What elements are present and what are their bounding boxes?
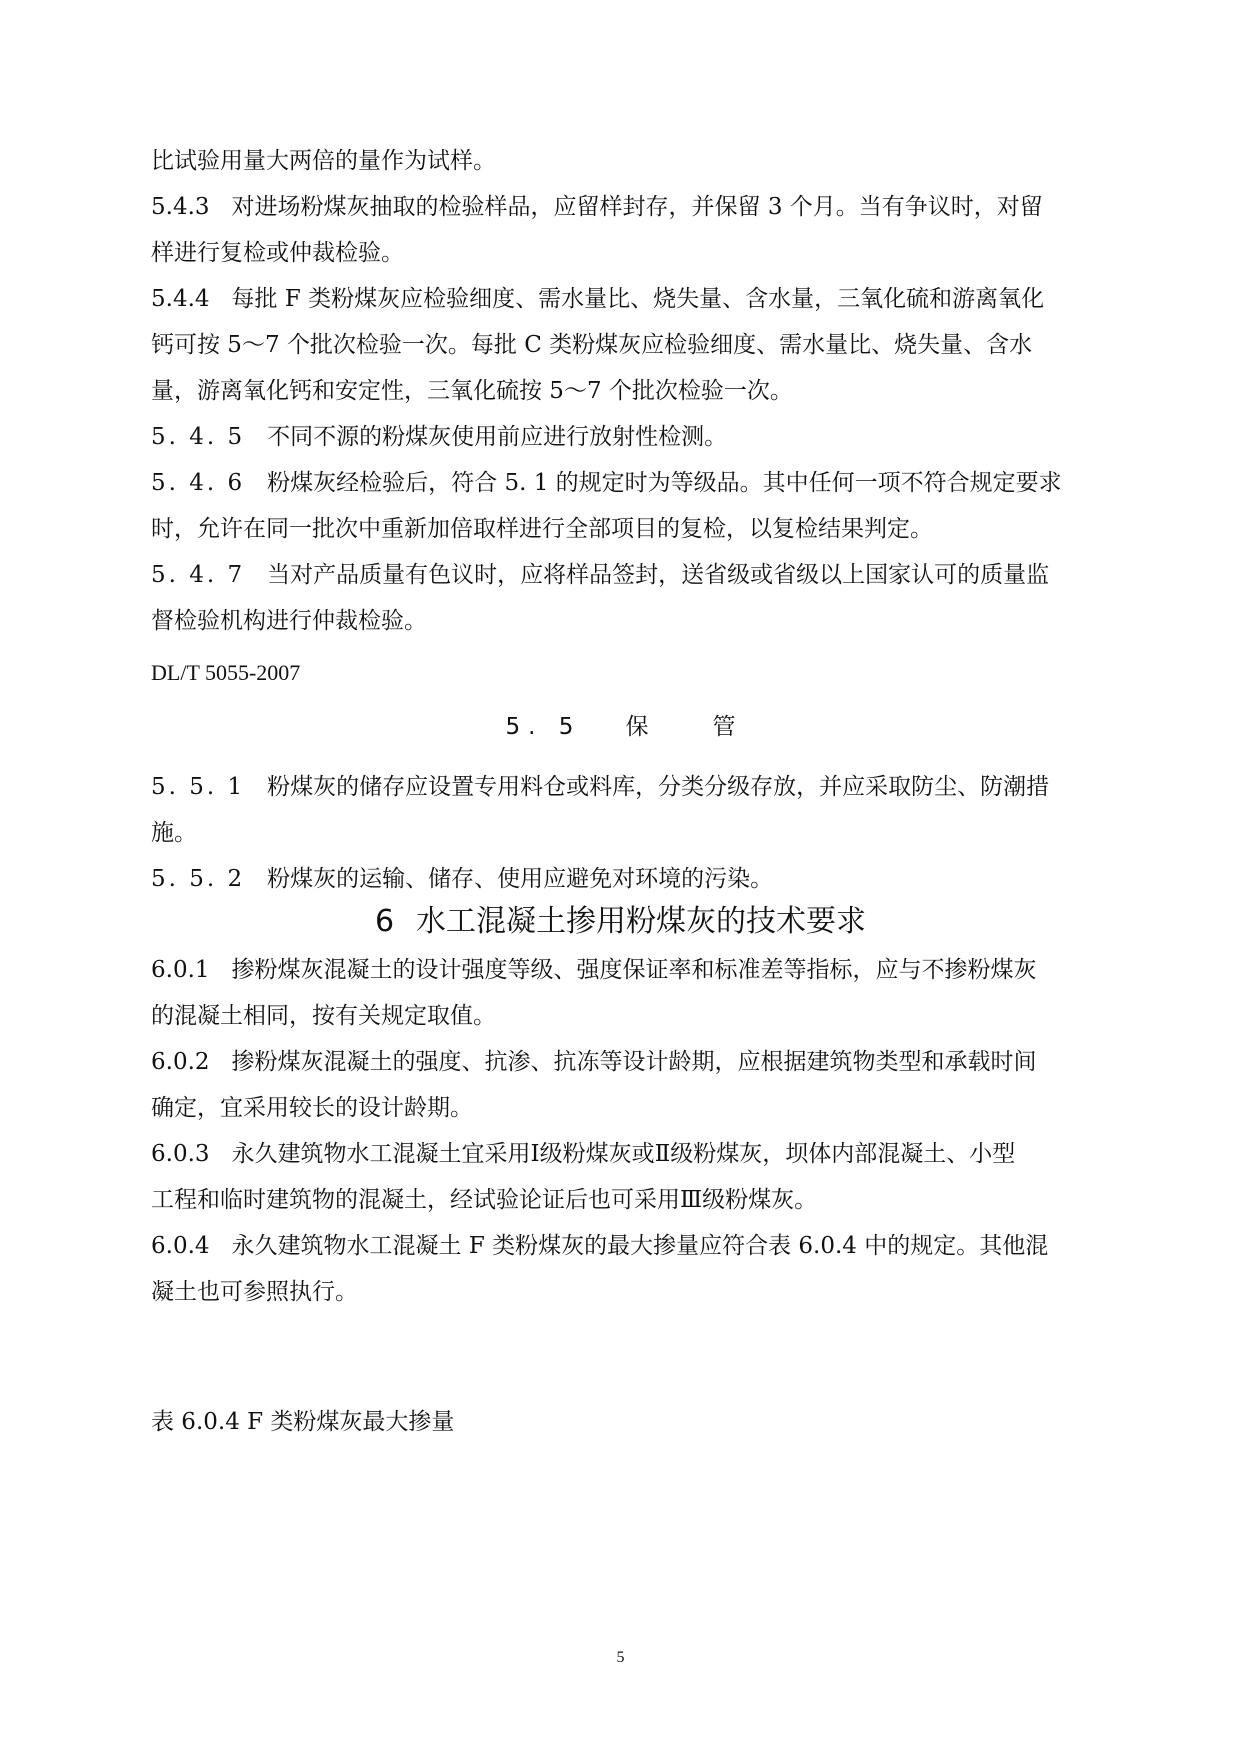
section-title-char: 管 bbox=[712, 714, 736, 740]
table-caption: 表 6.0.4 F 类粉煤灰最大掺量 bbox=[151, 1409, 455, 1435]
clause-text-cont: 样进行复检或仲裁检验。 bbox=[151, 240, 404, 266]
section-title-5-5 bbox=[0, 712, 1241, 742]
clause-text-cont: 的混凝土相同，按有关规定取值。 bbox=[151, 1003, 496, 1029]
clause-number: 5. 5. 1 bbox=[151, 774, 246, 800]
clause-number: 5. 5. 2 bbox=[151, 866, 246, 892]
clause-text: 当对产品质量有色议时，应将样品签封，送省级或省级以上国家认可的质量监 bbox=[267, 562, 1050, 588]
clause-number: 6.0.2 bbox=[151, 1049, 210, 1075]
chapter-title-text: 水工混凝土掺用粉煤灰的技术要求 bbox=[416, 904, 867, 939]
clause-text-cont: 钙可按 5～7 个批次检验一次。每批 C 类粉煤灰应检验细度、需水量比、烧失量、含水 bbox=[151, 332, 1033, 358]
clause-text-cont: 时，允许在同一批次中重新加倍取样进行全部项目的复检，以复检结果判定。 bbox=[151, 516, 933, 542]
clause-number: 5. 4. 6 bbox=[151, 470, 246, 496]
clause-text: 对进场粉煤灰抽取的检验样品，应留样封存，并保留 3 个月。当有争议时，对留 bbox=[231, 194, 1043, 220]
clause-text: 粉煤灰经检验后，符合 5. 1 的规定时为等级品。其中任何一项不符合规定要求 bbox=[267, 470, 1062, 496]
clause-text-cont: 施。 bbox=[151, 820, 197, 846]
clause-number: 6.0.3 bbox=[151, 1141, 210, 1167]
clause-text: 掺粉煤灰混凝土的强度、抗渗、抗冻等设计龄期，应根据建筑物类型和承载时间 bbox=[231, 1049, 1037, 1075]
clause-number: 6.0.4 bbox=[151, 1233, 210, 1259]
clause-6-0-4 bbox=[151, 1231, 1091, 1261]
clause-text: 不同不源的粉煤灰使用前应进行放射性检测。 bbox=[267, 424, 728, 450]
clause-5-5-2 bbox=[151, 864, 1091, 894]
chapter-title-6 bbox=[0, 903, 1241, 941]
clause-number: 5. 4. 5 bbox=[151, 424, 246, 450]
clause-text-cont: 量，游离氧化钙和安定性，三氧化硫按 5～7 个批次检验一次。 bbox=[151, 378, 793, 404]
clause-text: 每批 F 类粉煤灰应检验细度、需水量比、烧失量、含水量，三氧化硫和游离氧化 bbox=[231, 286, 1045, 312]
clause-6-0-3 bbox=[151, 1139, 1091, 1169]
clause-text: 掺粉煤灰混凝土的设计强度等级、强度保证率和标准差等指标，应与不掺粉煤灰 bbox=[231, 957, 1037, 983]
clause-5-4-3 bbox=[151, 192, 1091, 222]
clause-5-4-6 bbox=[151, 468, 1091, 498]
clause-6-0-2 bbox=[151, 1047, 1091, 1077]
clause-6-0-1 bbox=[151, 955, 1091, 985]
clause-text-cont: 确定，宜采用较长的设计龄期。 bbox=[151, 1095, 473, 1121]
intro-text: 比试验用量大两倍的量作为试样。 bbox=[151, 148, 496, 174]
clause-text: 永久建筑物水工混凝土宜采用Ⅰ级粉煤灰或Ⅱ级粉煤灰，坝体内部混凝土、小型 bbox=[231, 1141, 1016, 1167]
clause-number: 5.4.3 bbox=[151, 194, 210, 220]
clause-number: 6.0.1 bbox=[151, 957, 210, 983]
clause-5-4-7 bbox=[151, 560, 1091, 590]
section-title-char: 保 bbox=[625, 714, 649, 740]
clause-number: 5.4.4 bbox=[151, 286, 210, 312]
clause-text: 永久建筑物水工混凝土 F 类粉煤灰的最大掺量应符合表 6.0.4 中的规定。其他混 bbox=[231, 1233, 1049, 1259]
clause-text-cont: 工程和临时建筑物的混凝土，经试验论证后也可采用Ⅲ级粉煤灰。 bbox=[151, 1187, 818, 1213]
clause-text: 粉煤灰的运输、储存、使用应避免对环境的污染。 bbox=[267, 866, 774, 892]
clause-5-5-1 bbox=[151, 772, 1091, 802]
section-number: 5. 5 bbox=[505, 714, 582, 740]
page-number: 5 bbox=[616, 1649, 625, 1666]
clause-number: 5. 4. 7 bbox=[151, 562, 246, 588]
clause-text: 粉煤灰的储存应设置专用料仓或料库，分类分级存放，并应采取防尘、防潮措 bbox=[267, 774, 1050, 800]
chapter-number: 6 bbox=[374, 904, 395, 939]
clause-5-4-4 bbox=[151, 284, 1091, 314]
standard-code: DL/T 5055-2007 bbox=[151, 660, 301, 685]
clause-5-4-5 bbox=[151, 422, 1091, 452]
clause-text-cont: 凝土也可参照执行。 bbox=[151, 1279, 358, 1305]
clause-text-cont: 督检验机构进行仲裁检验。 bbox=[151, 608, 427, 634]
